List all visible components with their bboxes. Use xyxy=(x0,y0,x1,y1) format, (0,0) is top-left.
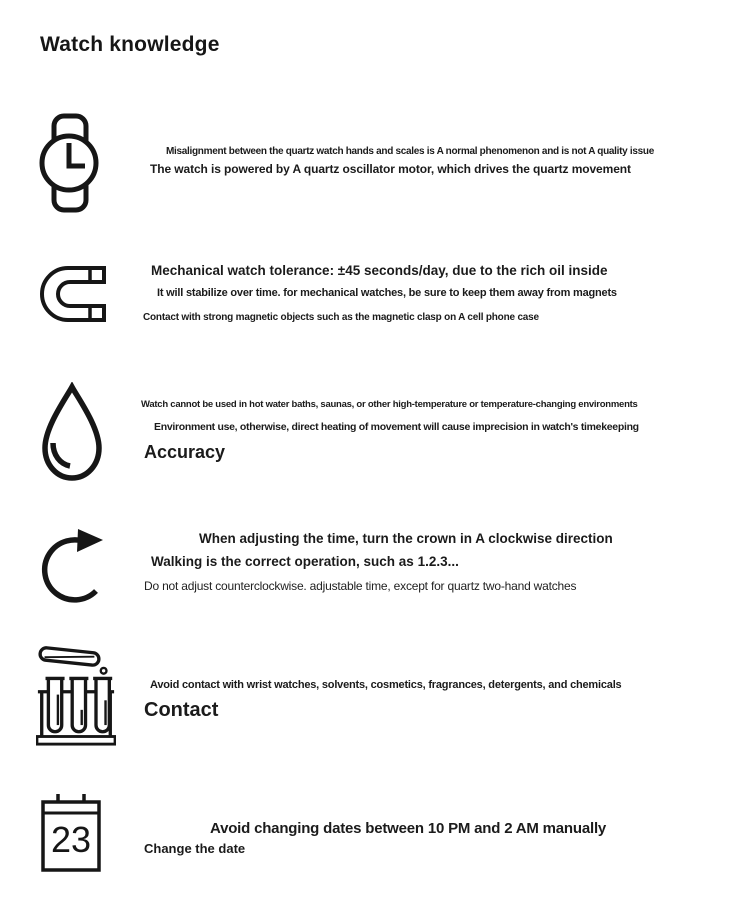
water-drop-icon xyxy=(36,382,108,484)
test-tubes-icon xyxy=(36,645,116,748)
section-chemical-heading: Contact xyxy=(144,699,219,721)
calendar-icon xyxy=(38,792,104,872)
section-date-sub: Change the date xyxy=(144,841,246,856)
section-quartz-main: The watch is powered by A quartz oscillator motor, which drives the quartz movement xyxy=(150,162,631,176)
section-date-main: Avoid changing dates between 10 PM and 2 AM manually xyxy=(210,820,607,837)
magnet-icon xyxy=(38,265,108,323)
section-temp-heading: Accuracy xyxy=(144,442,226,462)
section-quartz-note: Misalignment between the quartz watch hands and scales is A normal phenomenon and is not A quality issue xyxy=(166,146,654,157)
calendar-day-number: 23 xyxy=(50,819,92,860)
section-magnet-sub: It will stabilize over time. for mechanical watches, be sure to keep them away from magnets xyxy=(157,287,617,299)
page-title: Watch knowledge xyxy=(40,33,220,56)
clockwise-arrow-icon xyxy=(36,523,114,609)
section-crown-note: Do not adjust counterclockwise. adjustable time, except for quartz two-hand watches xyxy=(144,579,577,593)
section-crown-main: When adjusting the time, turn the crown in A clockwise direction xyxy=(199,531,613,546)
section-temp-sub: Environment use, otherwise, direct heating of movement will cause imprecision in watch's timekeeping xyxy=(154,421,639,433)
section-chemical-note: Avoid contact with wrist watches, solvents, cosmetics, fragrances, detergents, and chemicals xyxy=(150,679,622,691)
section-temp-note: Watch cannot be used in hot water baths, saunas, or other high-temperature or temperature-changing environments xyxy=(141,399,638,410)
section-magnet-note: Contact with strong magnetic objects such as the magnetic clasp on A cell phone case xyxy=(143,312,539,323)
wristwatch-icon xyxy=(38,113,102,213)
section-magnet-main: Mechanical watch tolerance: ±45 seconds/day, due to the rich oil inside xyxy=(151,263,608,278)
section-crown-sub: Walking is the correct operation, such as 1.2.3... xyxy=(151,554,459,569)
